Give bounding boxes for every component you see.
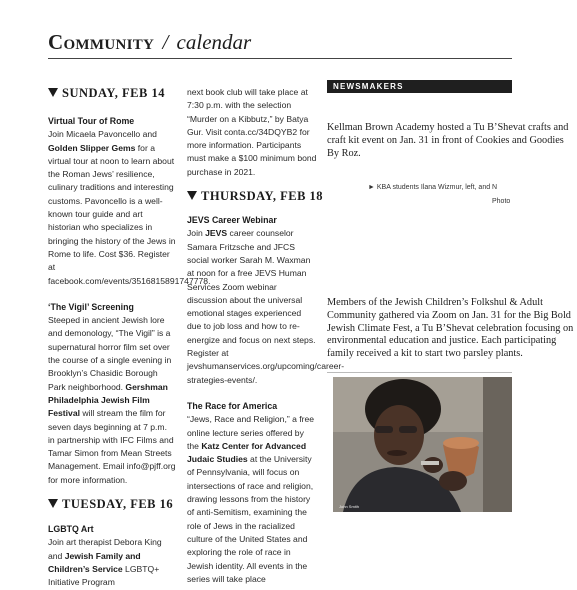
header-separator: / (162, 30, 169, 54)
newsmakers-label: NEWSMAKERS (333, 82, 404, 91)
caption-arrow-icon: ► (368, 184, 375, 191)
event-body-continued: next book club will take place at 7:30 p.m. with the selection “Murder on a Kibbutz,” by Batya Gur. Visit conta.cc/34DQYB2 for more information. Participants must make a $100 minimum bond purchase in 2021. (187, 87, 317, 177)
photo-credit-small: John Smith (339, 504, 360, 509)
calendar-column-2 (187, 86, 345, 586)
event-title: ‘The Vigil’ Screening (48, 301, 134, 312)
event-body: Join Micaela Pavoncello and Golden Slipper Gems for a virtual tour at noon to learn about the Roman Jews’ resilience, culinary traditions and interesting customs. Pavoncello is a well-known tour guide and art historian who specializes in bringing the history of the Jews in Rome to life. Cost $36. Register at facebook.com/events/3516815891747778. (48, 129, 211, 286)
triangle-down-icon (187, 191, 197, 200)
event-body: Steeped in ancient Jewish lore and demonology, “The Vigil” is a supernatural horror film set over the course of a single evening in Brooklyn’s Chasidic Borough Park neighborhood. Gershman Philadelphia Jewish Film Festival will stream the film for seven days beginning at 7 p.m. in partnership with IFC Films and Tamar Simon from Mean Streets Management. Email info@pjff.org for more information. (48, 315, 176, 485)
event-title: The Race for America (187, 400, 278, 411)
triangle-down-icon (48, 499, 58, 508)
page-header (48, 30, 251, 55)
event-title: Virtual Tour of Rome (48, 116, 135, 126)
news-story-folkshul: Members of the Jewish Children’s Folkshul & Adult Community gathered via Zoom on Jan. 31 for the Big Bold Jewish Climate Fest, a Tu B’Shevat celebration focusing on environmental education and justice. Each participating family received a kit to start two parsley plants. (327, 297, 574, 360)
header-rule (48, 58, 512, 59)
day-heading-tuesday: TUESDAY, FEB 16 (48, 497, 176, 512)
divider (327, 372, 512, 373)
news-story-kba: Kellman Brown Academy hosted a Tu B’Shevat crafts and craft kit event on Jan. 31 in front of Cookies and Goodies By Roz. (327, 122, 569, 159)
day-heading-thursday: THURSDAY, FEB 18 (187, 189, 317, 204)
triangle-down-icon (48, 88, 58, 97)
calendar-column-1 (48, 86, 211, 590)
photo-caption: ► KBA students Ilana Wizmur, left, and N (368, 184, 498, 191)
woman-with-pot-photo (333, 377, 512, 512)
event-title: JEVS Career Webinar (187, 215, 277, 226)
section-title: Community (48, 30, 155, 54)
event-body: Join art therapist Debora King and Jewish Family and Children’s Service LGBTQ+ Initiative Program (48, 537, 162, 588)
day-heading-sunday: SUNDAY, FEB 14 (48, 86, 176, 101)
event-body: Join JEVS career counselor Samara Fritzsche and JFCS social worker Sarah M. Waxman at noon for a free JEVS Human Services Zoom webinar discussion about the universal emotional stages experienced due to job loss and how to re-energize and focus on next steps. Register at jevshumanservices.org/upcoming/career-strategies-events/. (187, 228, 345, 385)
subsection-title: calendar (176, 30, 252, 54)
photo-credit: Photo (492, 198, 511, 205)
news-photo (333, 377, 512, 512)
event-title: LGBTQ Art (48, 524, 94, 535)
event-body: “Jews, Race and Religion,” a free online lecture series offered by the Katz Center for Advanced Judaic Studies at the University of Pennsylvania, will focus on intersections of race and religion, drawing lessons from the history of anti-Semitism, examining the role of Jews in the racialized culture of the United States and exploring the role of race in Jewish identity. All events in the series will take place (187, 414, 315, 584)
